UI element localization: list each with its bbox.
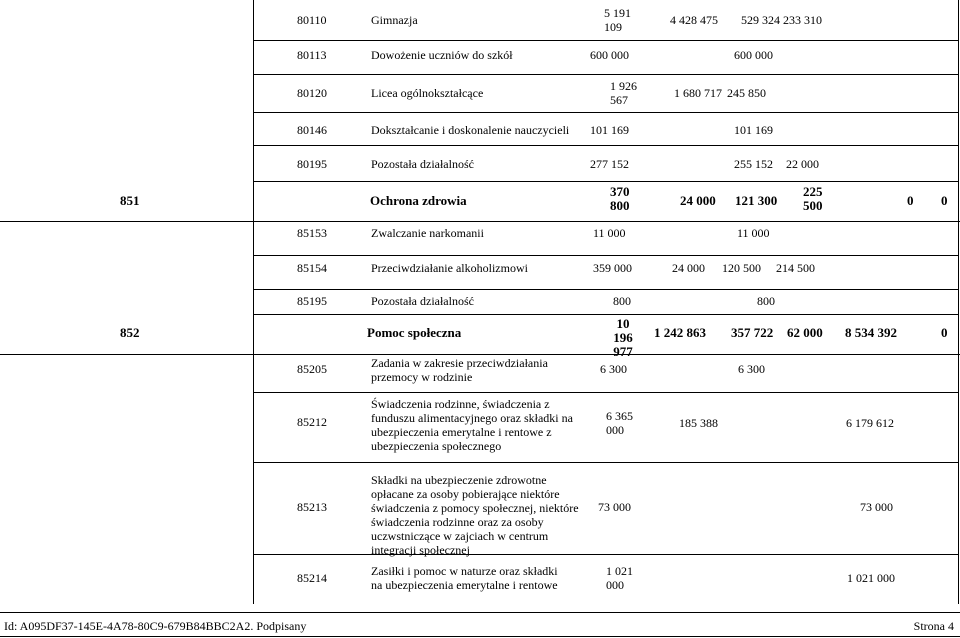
table-row [0,113,960,146]
table-row [0,0,960,41]
row-value: 0 [941,193,948,208]
row-value: 4 428 475 [670,13,718,27]
row-code: 80146 [297,123,327,137]
table-row [0,256,960,290]
row-value: 1 242 863 [654,325,706,340]
row-value: 1 680 717 [674,86,722,100]
row-code: 80113 [297,48,327,62]
row-code: 85212 [297,415,327,429]
row-value: 22 000 [786,157,819,171]
page-number: Strona 4 [913,619,954,633]
section-code: 852 [120,325,140,340]
table-row [0,355,960,393]
row-value: 529 324 [741,13,780,27]
row-code: 85154 [297,261,327,275]
row-value-total: 6 300 [600,362,627,376]
row-value-total: 5 191 109 [604,6,631,34]
row-value: 6 179 612 [846,416,894,430]
row-code: 80110 [297,13,327,27]
row-value-total: 277 152 [590,157,629,171]
row-code: 85205 [297,362,327,376]
page-footer [0,612,960,637]
row-name: Pozostała działalność [371,294,474,308]
row-name: Składki na ubezpieczenie zdrowotne opłacane za osoby pobierające niektóre świadczenia z pomocy społecznej, niektóre świadczenia rodzinne oraz za osoby uczwstniczące w zajciach w centrum integracji społecznej [371,473,579,557]
row-value: 600 000 [734,48,773,62]
table-row [0,41,960,75]
row-value: 245 850 [727,86,766,100]
row-value: 62 000 [787,325,823,340]
row-value: 121 300 [735,193,778,208]
row-name: Pozostała działalność [371,157,474,171]
row-value: 357 722 [731,325,774,340]
row-name: Zwalczanie narkomanii [371,226,484,240]
table-row [0,222,960,256]
row-code: 85153 [297,226,327,240]
section-code: 851 [120,193,140,208]
row-value-total: 600 000 [590,48,629,62]
row-value-total: 11 000 [593,226,626,240]
row-value: 214 500 [776,261,815,275]
row-name: Gimnazja [371,13,418,27]
row-name: Zasiłki i pomoc w naturze oraz składki na ubezpieczenia emerytalne i rentowe [371,564,558,592]
row-value: 800 [757,294,775,308]
row-value-total: 359 000 [593,261,632,275]
section-name: Ochrona zdrowia [370,193,467,208]
table-row [0,393,960,463]
row-value-total: 800 [613,294,631,308]
row-value-total: 6 365 000 [606,409,633,437]
table-row [0,463,960,555]
section-name: Pomoc społeczna [367,325,462,340]
row-value-total: 101 169 [590,123,629,137]
row-value: 8 534 392 [845,325,897,340]
row-value-total: 73 000 [598,500,631,514]
table-row [0,75,960,113]
row-code: 85214 [297,571,327,585]
row-name: Świadczenia rodzinne, świadczenia z funduszu alimentacyjnego oraz składki na ubezpieczenia emerytalne i rentowe z ubezpieczenia społecznego [371,397,573,453]
row-value-total: 370 800 [610,184,630,213]
row-name: Licea ogólnokształcące [371,86,484,100]
row-value: 233 310 [783,13,822,27]
row-value: 255 152 [734,157,773,171]
row-value: 0 [941,325,948,340]
row-value: 185 388 [679,416,718,430]
table-row-section [0,315,960,359]
row-value-total: 1 926 567 [610,79,637,107]
row-value: 73 000 [860,500,893,514]
row-name: Zadania w zakresie przeciwdziałania przemocy w rodzinie [371,356,548,384]
row-value-total: 1 021 000 [606,564,633,592]
row-name: Dokształcanie i doskonalenie nauczycieli [371,123,570,137]
row-value: 101 169 [734,123,773,137]
table-row [0,555,960,604]
row-value: 24 000 [680,193,716,208]
row-value-total: 10 196 977 [613,316,633,359]
row-code: 85195 [297,294,327,308]
row-name: Przeciwdziałanie alkoholizmowi [371,261,528,275]
row-code: 85213 [297,500,327,514]
row-name: Dowożenie uczniów do szkół [371,48,513,62]
table-row [0,146,960,182]
row-value: 11 000 [737,226,770,240]
row-code: 80120 [297,86,327,100]
row-value: 0 [907,193,914,208]
row-value: 225 500 [803,184,823,213]
row-value: 120 500 [722,261,761,275]
row-value: 6 300 [738,362,765,376]
table-row-section [0,182,960,222]
table-row [0,290,960,315]
document-id: Id: A095DF37-145E-4A78-80C9-679B84BBC2A2. Podpisany [4,619,307,633]
row-value: 24 000 [672,261,705,275]
row-code: 80195 [297,157,327,171]
row-value: 1 021 000 [847,571,895,585]
